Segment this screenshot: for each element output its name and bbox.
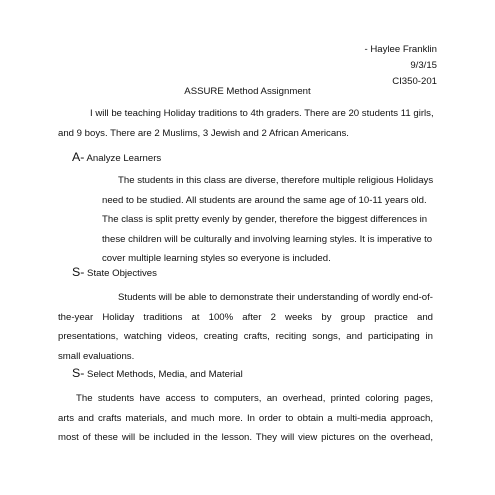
paragraph-line: the-year Holiday traditions at 100% after 2 weeks by group practice and [58, 311, 433, 323]
analyze-learners-paragraph [102, 171, 434, 269]
section-heading-state-objectives [72, 265, 157, 281]
section-letter: S- [72, 265, 85, 279]
section-title: Analyze Learners [84, 153, 162, 164]
section-heading-analyze-learners [72, 150, 161, 166]
section-letter: S- [72, 366, 85, 380]
paragraph-line: The class is split pretty evenly by gender, therefore the biggest differences in [102, 214, 428, 226]
paragraph-line: most of these will be included in the lesson. They will view pictures on the overhead, [58, 432, 433, 444]
course-code: CI350-201 [392, 76, 437, 87]
intro-line: I will be teaching Holiday traditions to 4th graders. There are 20 students 11 girls, [90, 108, 434, 119]
intro-paragraph [72, 104, 434, 124]
paragraph-line: arts and crafts materials, and much more. In order to obtain a multi-media approach, [58, 412, 433, 424]
paragraph-line: cover multiple learning styles so everyone is included. [102, 253, 331, 265]
section-heading-select-methods [72, 366, 243, 382]
paragraph-line: presentations, watching videos, creating crafts, reciting songs, and participating in [58, 331, 433, 343]
section-title: State Objectives [84, 268, 157, 279]
paragraph-line: small evaluations. [58, 350, 135, 362]
section-letter: A- [72, 150, 85, 164]
intro-paragraph-continued [58, 124, 426, 144]
state-objectives-paragraph [58, 288, 433, 366]
intro-line: and 9 boys. There are 2 Muslims, 3 Jewish and 2 African Americans. [58, 128, 349, 139]
paragraph-line: The students in this class are diverse, therefore multiple religious Holidays [118, 175, 434, 186]
select-methods-paragraph [58, 389, 433, 448]
paragraph-line: these children will be culturally and involving learning styles. It is imperative to [102, 233, 433, 245]
paragraph-line: Students will be able to demonstrate their understanding of wordly end-of- [118, 292, 433, 303]
assignment-date: 9/3/15 [410, 60, 437, 71]
paragraph-line: The students have access to computers, an overhead, printed coloring pages, [76, 393, 433, 404]
document-title: ASSURE Method Assignment [184, 86, 311, 97]
section-title: Select Methods, Media, and Material [84, 369, 243, 380]
author-name: - Haylee Franklin [364, 44, 437, 55]
paragraph-line: need to be studied. All students are around the same age of 10-11 years old. [102, 194, 427, 206]
